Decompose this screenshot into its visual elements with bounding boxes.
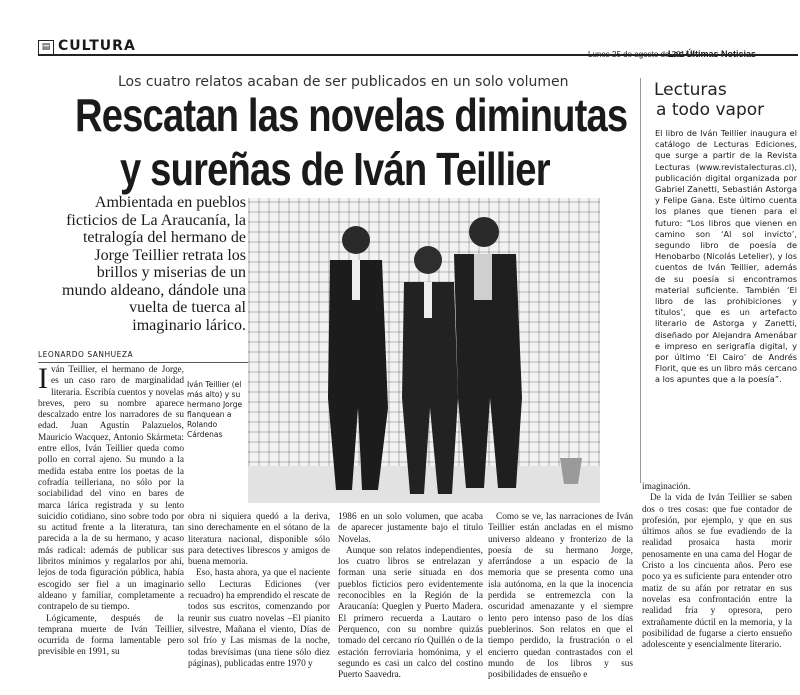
body-column-4 <box>488 512 633 681</box>
photo-figures <box>248 198 600 503</box>
body-column-2 <box>188 512 330 670</box>
col5-paragraph-1: imaginación. <box>642 482 691 492</box>
col5-paragraph-2: De la vida de Iván Teillier se saben dos o tres cosas: que fue contador de profesión, por ejemplo, y que en sus últimos años se fue evadiendo de la realidad prosaica hasta morir penosamente en una cama del Hogar de Cristo a los cincuenta años. Pero ese poco ya es suficiente para entender otro matiz de su afán por retratar en sus novelas esa confrontación entre la realidad fría y opresora, pero extrañamente dúctil en la memoria, y la posibilidad de fugarse a cierto ensueño adolescente y esencialmente literario. <box>642 493 792 651</box>
sidebar-divider <box>640 78 641 483</box>
headline-line-1: Rescatan las novelas diminutas <box>75 89 628 141</box>
sidebar-title-line-1: Lecturas <box>654 80 727 100</box>
header-divider <box>38 54 798 56</box>
drop-cap: I <box>38 362 48 395</box>
byline: LEONARDO SANHUEZA <box>38 350 248 363</box>
person-right <box>454 217 522 488</box>
photo-caption: Iván Teillier (el más alto) y su hermano Jorge flanquean a Rolando Cárdenas <box>187 380 243 439</box>
headline-line-2: y sureñas de Iván Teillier <box>120 143 550 195</box>
kicker: Los cuatro relatos acaban de ser publicados en un solo volumen <box>118 74 569 90</box>
col2-paragraph-2: Eso, hasta ahora, ya que el naciente sello Lecturas Ediciones (ver recuadro) ha emprendido el rescate de todos sus escritos, comenzando por reunir sus cuatro novelas –El pianito silvestre, Mañana el viento, Días de sol frío y Las mismas de la noche, todas brevísimas (una tiene sólo diez páginas), publicadas entre 1970 y <box>188 568 330 669</box>
article-photo <box>248 198 600 503</box>
lede: Ambientada en pueblos ficticios de La Araucanía, la tetralogía del hermano de Jorge Teillier retrata los brillos y miserias de un mundo aldeano, dándole una vuelta de tuerca al imaginario lárico. <box>62 194 246 334</box>
col3-paragraph-2: Aunque son relatos independientes, los cuatro libros se entrelazan y forman una serie situada en dos pueblos ficticios pero evidentemente reconocibles en la Región de la Araucanía: Queglen y Puerto Madera. El primero recuerda a Lautaro o Perquenco, con su nombre quizás tomado del cercano río Quillén o de la estación ferroviaria homónima, y el segundo es casi un calco del costino Puerto Saavedra. <box>338 545 483 681</box>
section-label: CULTURA <box>58 38 136 54</box>
col1-paragraph-1: ván Teillier, el hermano de Jorge, es un caso raro de marginalidad literaria. Escribía cuentos y novelas breves, pero su nombre aparece descalzado entre los narradores de su edad. Juan Agustín Palazuelos, Mauricio Wacquez, Antonio Skármeta: entre ellos, Iván Teillier queda como pollo en corral ajeno. Su mundo a la medida estaba entre los poetas de la cofradía teilleriana, no sólo por la sociabilidad del vino en bares de marca lárica registrada y su lento suicidio cotidiano, sino sobre todo por su actitud frente a la literatura, tan parecida a la de su hermano, y acaso más radical: además de publicar sus libritos mínimos y regalarlos por ahí, lejos de toda figuración pública, había escogido ser fiel a un imaginario aldeano y familiar, completamente a contrapelo de su tiempo. <box>38 365 184 613</box>
person-middle <box>402 246 458 494</box>
body-column-1 <box>38 362 184 659</box>
col3-paragraph-1: 1986 en un solo volumen, que acaba de aparecer justamente bajo el título Novelas. <box>338 512 483 545</box>
body-column-5 <box>642 482 792 651</box>
col2-paragraph-1: obra ni siquiera quedó a la deriva, sino derechamente en el sótano de la literatura nacional, disponible sólo para detectives librescos y amigos de buena memoria. <box>188 512 330 568</box>
sidebar-body: El libro de Iván Teillier inaugura el catálogo de Lecturas Ediciones, que surge a partir de la Revista Lecturas (www.revistalecturas.cl), publicación digital organizada por Gabriel Zanetti, Sebastián Astorga y Felipe Gana. Este último cuenta los planes que tienen para el futuro: “Los libros que vienen en camino son ‘Al sol invicto’, segundo libro de poesía de Henobarbo (Nicolás Letelier), y los cuentos de Iván Teillier, además de su poesía si encontramos material suficiente. También ‘El libro de las prohibiciones y títulos’, que es un artefacto literario de Astorga y Zanetti, diseñado por Alejandra Amenábar e impreso en serigrafía digital, y por último ‘El Cairo’ de Andrés Florit, que es un libro más cercano a los apuntes que a la poesía”. <box>655 128 797 385</box>
section-icon: ▤ <box>38 40 54 55</box>
col4-paragraph-1: Como se ve, las narraciones de Iván Teillier están ancladas en el mismo universo aldeano y fronterizo de la poesía de su hermano Jorge, aferrándose a un espacio de la memoria que se presenta como una isla autónoma, en la que la inocencia perdida se entremezcla con la oscuridad amenazante y el siempre lento pero intenso paso de los días pueblerinos. Son relatos en que el tiempo perdido, la frustración o el encierro quedan contrastados con el mundo de los libros y sus posibilidades de ensueño e <box>488 512 633 681</box>
col1-paragraph-2: Lógicamente, después de la temprana muerte de Iván Teillier, ocurrida de forma lamentable pero previsible en 1991, su <box>38 613 184 658</box>
body-column-3 <box>338 512 483 681</box>
person-left <box>328 226 388 490</box>
bucket <box>560 458 582 484</box>
sidebar-title <box>654 80 764 120</box>
sidebar-title-line-2: a todo vapor <box>656 100 765 120</box>
